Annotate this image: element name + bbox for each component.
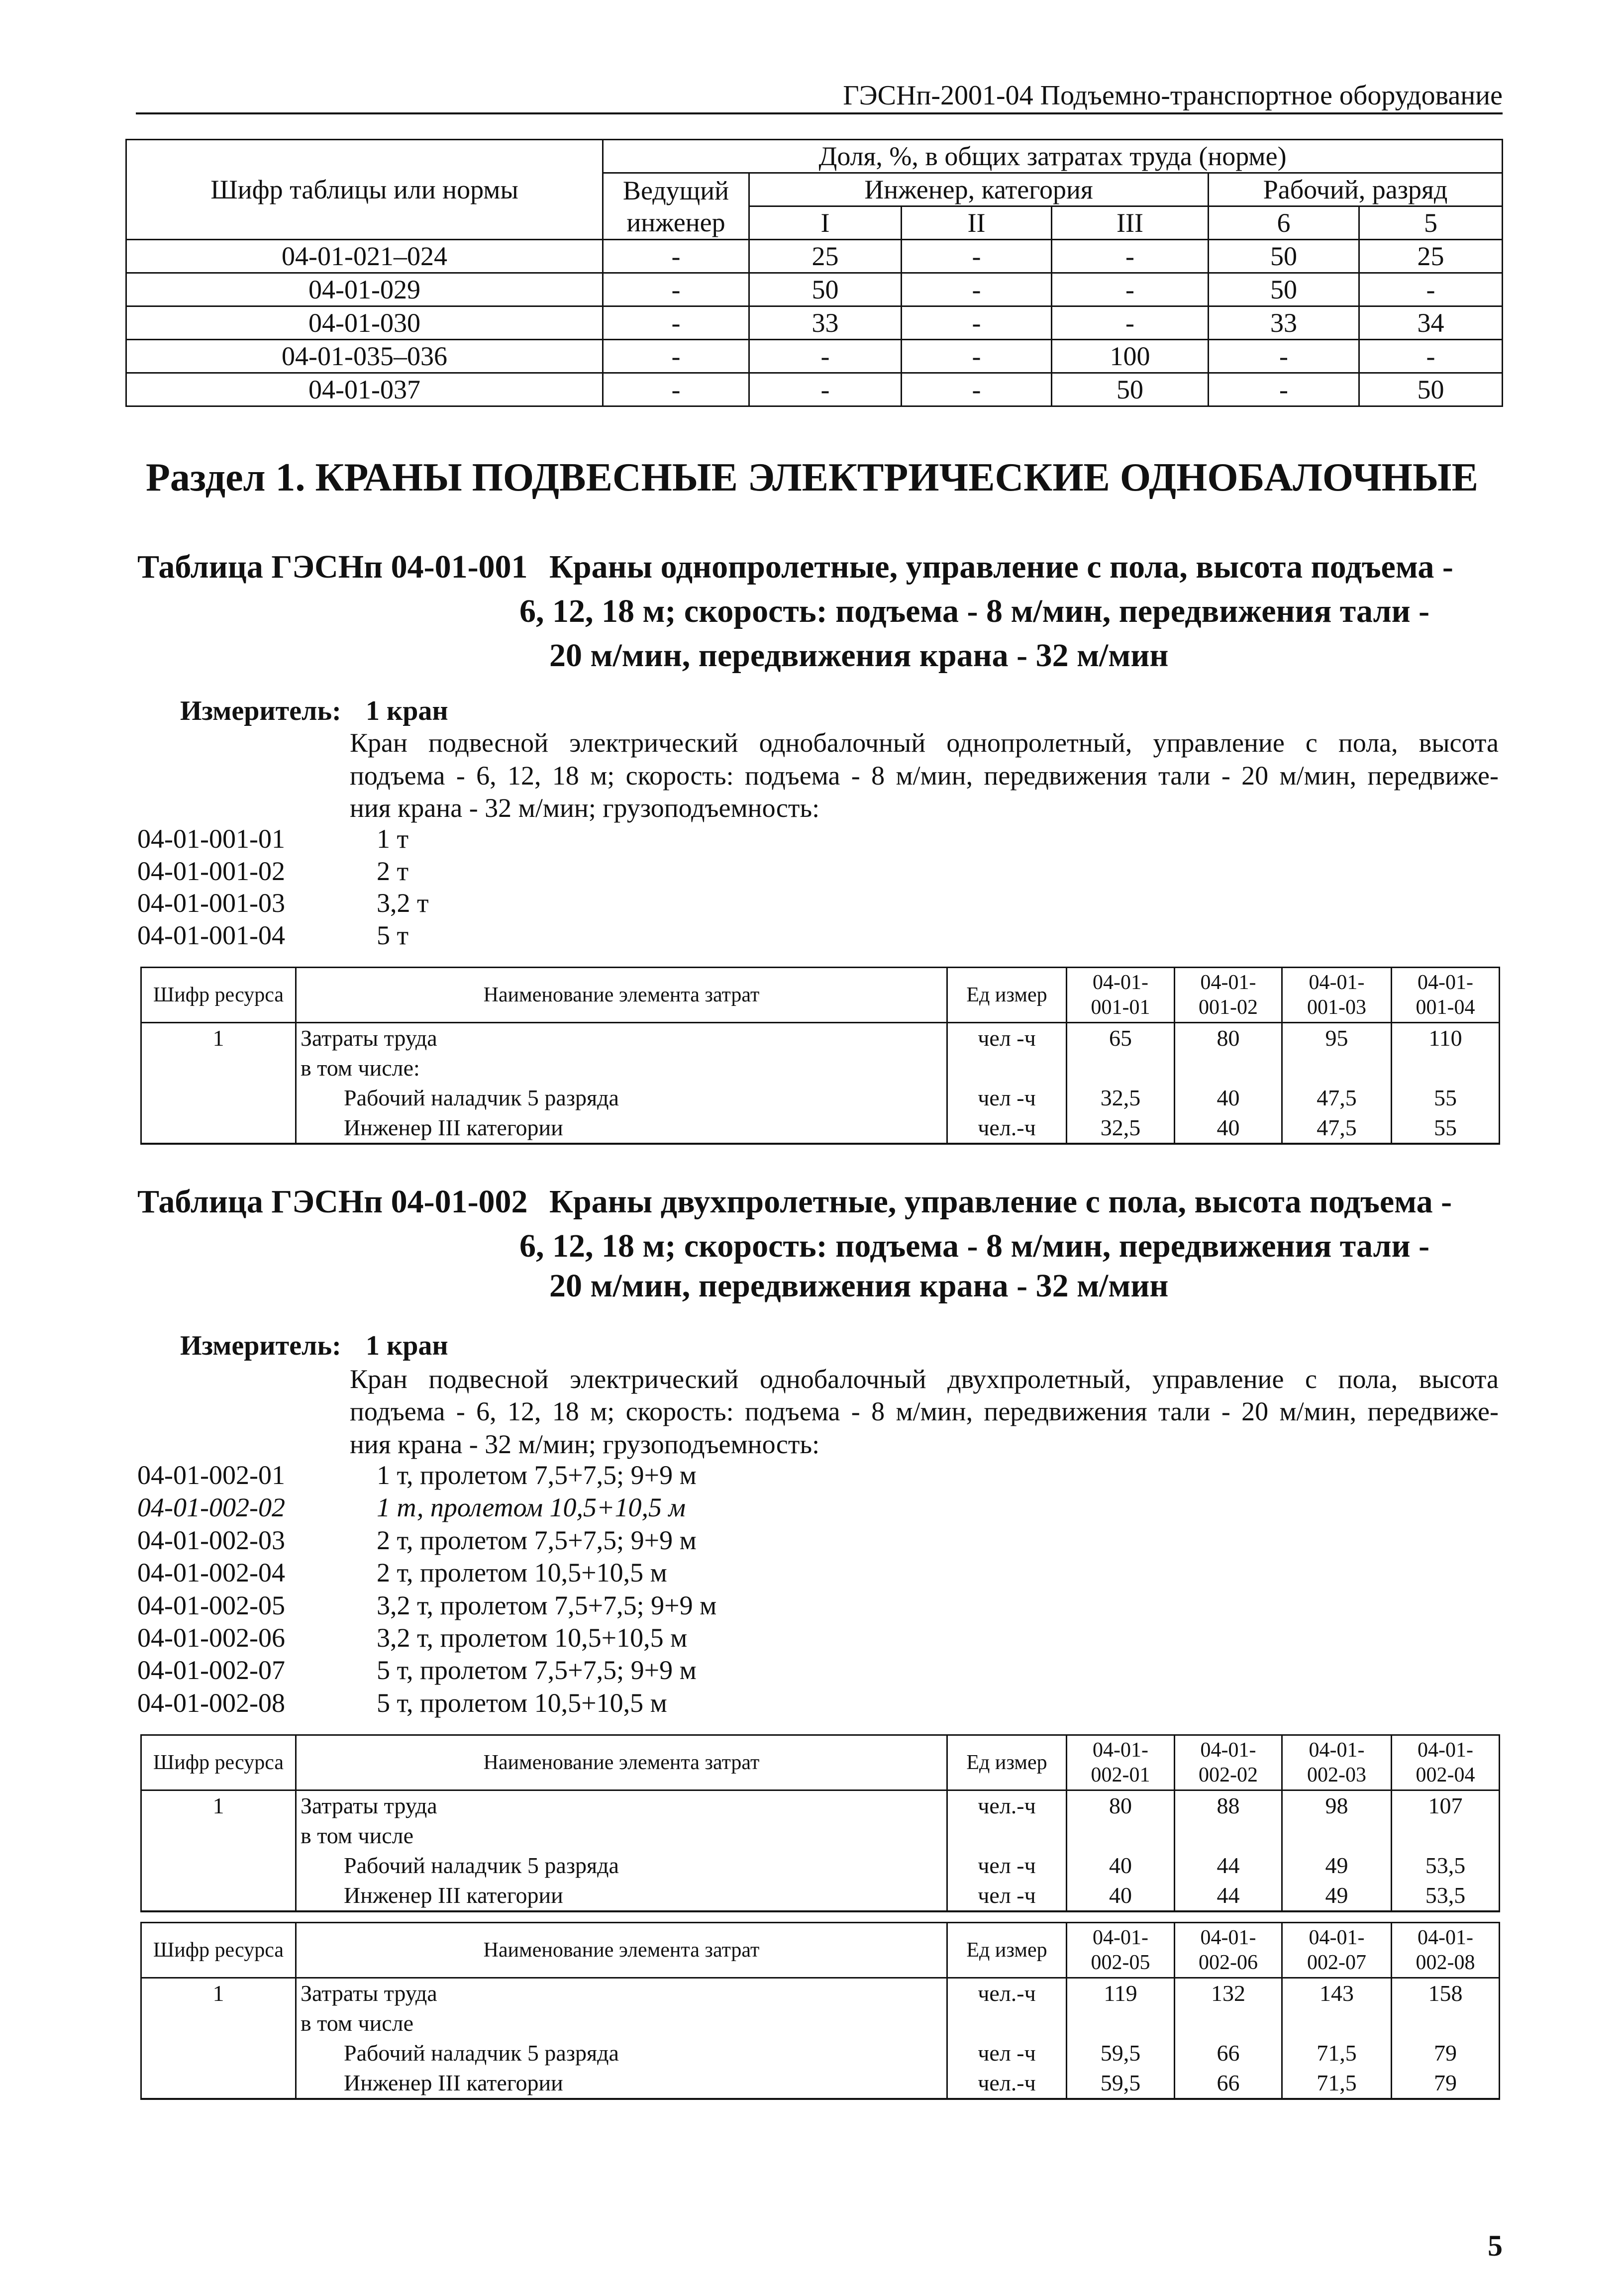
norm-header-line1: 04-01- xyxy=(1093,1739,1148,1762)
unit: чел.-ч xyxy=(947,1978,1067,2009)
share-value: 25 xyxy=(1359,240,1503,273)
norm-header-line1: 04-01- xyxy=(1418,971,1473,994)
share-value: 50 xyxy=(1052,373,1209,406)
resource-code: 1 xyxy=(141,1023,296,1054)
share-value: - xyxy=(902,273,1052,306)
norm-value: 71,5 xyxy=(1282,2068,1392,2099)
description-line: подъема - 6, 12, 18 м; скорость: подъема - 8 м/мин, передвижения тали - 20 м/мин, передвиже- xyxy=(350,1396,1499,1426)
norm-value: 158 xyxy=(1392,1978,1500,2009)
norm-column-header xyxy=(1175,1923,1282,1978)
norm-value: 143 xyxy=(1282,1978,1392,2009)
share-value: - xyxy=(603,306,749,340)
resource-code xyxy=(141,1881,296,1911)
resource-code-header: Шифр ресурса xyxy=(141,1923,296,1978)
item-code: 04-01-002-03 xyxy=(137,1525,285,1555)
table-row xyxy=(141,2038,1500,2068)
share-value: - xyxy=(1209,373,1359,406)
norm-header-line1: 04-01- xyxy=(1309,1739,1365,1762)
resource-code xyxy=(141,1113,296,1144)
norm-value: 88 xyxy=(1175,1790,1282,1821)
table-row xyxy=(141,2008,1500,2038)
item-code: 04-01-002-01 xyxy=(137,1460,285,1490)
item-code: 04-01-002-08 xyxy=(137,1687,285,1718)
resource-code xyxy=(141,2008,296,2038)
norm-value: 44 xyxy=(1175,1851,1282,1881)
share-value: - xyxy=(603,273,749,306)
norm-header-line2: 001-04 xyxy=(1416,996,1475,1019)
item-text: 5 т, пролетом 10,5+10,5 м xyxy=(377,1687,667,1718)
meter-label: Измеритель: xyxy=(180,1330,341,1361)
running-header: ГЭСНп-2001-04 Подъемно-транспортное оборудование xyxy=(843,80,1503,111)
table-row xyxy=(126,273,1503,306)
share-value: 100 xyxy=(1052,340,1209,373)
share-value: 50 xyxy=(1209,273,1359,306)
norm-value xyxy=(1067,2008,1175,2038)
resource-code xyxy=(141,1851,296,1881)
resource-code xyxy=(141,2068,296,2099)
norm-value xyxy=(1067,1053,1175,1083)
norm-header-line1: 04-01- xyxy=(1418,1926,1473,1949)
norm-column-header xyxy=(1392,1923,1500,1978)
cost-element-name: Рабочий наладчик 5 разряда xyxy=(296,2038,947,2068)
norm-value: 32,5 xyxy=(1067,1083,1175,1113)
resource-code xyxy=(141,2038,296,2068)
share-value: - xyxy=(749,340,902,373)
norm-header-line2: 001-02 xyxy=(1199,996,1258,1019)
table-label: Таблица ГЭСНп 04-01-002 xyxy=(137,1184,528,1220)
unit-header: Ед измер xyxy=(947,968,1067,1023)
table-row xyxy=(141,1978,1500,2009)
resource-code xyxy=(141,1053,296,1083)
resource-code-header: Шифр ресурса xyxy=(141,968,296,1023)
norm-code: 04-01-035–036 xyxy=(126,340,603,373)
resource-code-header: Шифр ресурса xyxy=(141,1735,296,1790)
table-title-line: 20 м/мин, передвижения крана - 32 м/мин xyxy=(549,637,1169,674)
sub-header: 5 xyxy=(1359,206,1503,240)
share-value: - xyxy=(1052,306,1209,340)
item-text: 3,2 т xyxy=(377,888,429,918)
cost-element-header: Наименование элемента затрат xyxy=(296,1735,947,1790)
table-title-line: Краны двухпролетные, управление с пола, высота подъема - xyxy=(549,1184,1452,1220)
worker-group-header: Рабочий, разряд xyxy=(1209,173,1503,206)
share-value: - xyxy=(902,340,1052,373)
sub-header: 6 xyxy=(1209,206,1359,240)
share-value: - xyxy=(749,373,902,406)
cost-element-name: в том числе xyxy=(296,1821,947,1851)
lead-engineer-line1: Ведущий xyxy=(622,175,729,205)
unit xyxy=(947,2008,1067,2038)
item-code: 04-01-001-03 xyxy=(137,888,285,918)
norm-value: 98 xyxy=(1282,1790,1392,1821)
norm-header-line2: 002-02 xyxy=(1199,1764,1258,1786)
resource-cost-table xyxy=(140,967,1500,1145)
engineer-group-header: Инженер, категория xyxy=(749,173,1209,206)
table-label: Таблица ГЭСНп 04-01-001 xyxy=(137,549,528,585)
norm-value: 40 xyxy=(1175,1083,1282,1113)
norm-header-line2: 002-08 xyxy=(1416,1951,1475,1974)
unit: чел -ч xyxy=(947,1083,1067,1113)
share-value: - xyxy=(1359,273,1503,306)
item-text: 5 т, пролетом 7,5+7,5; 9+9 м xyxy=(377,1655,697,1685)
cost-element-header: Наименование элемента затрат xyxy=(296,968,947,1023)
table-title-line: 6, 12, 18 м; скорость: подъема - 8 м/мин, передвижения тали - xyxy=(519,1228,1430,1264)
norm-header-line2: 002-07 xyxy=(1307,1951,1366,1974)
norm-value: 119 xyxy=(1067,1978,1175,2009)
norm-value: 79 xyxy=(1392,2038,1500,2068)
norm-value: 79 xyxy=(1392,2068,1500,2099)
norm-header-line1: 04-01- xyxy=(1418,1739,1473,1762)
norm-value: 47,5 xyxy=(1282,1083,1392,1113)
cost-element-name: в том числе xyxy=(296,2008,947,2038)
table-row xyxy=(126,240,1503,273)
resource-code: 1 xyxy=(141,1978,296,2009)
share-value: 50 xyxy=(1209,240,1359,273)
norm-value xyxy=(1175,2008,1282,2038)
item-text: 2 т xyxy=(377,856,409,886)
item-text: 1 т, пролетом 10,5+10,5 м xyxy=(377,1492,686,1523)
norm-code: 04-01-037 xyxy=(126,373,603,406)
unit: чел.-ч xyxy=(947,1790,1067,1821)
norm-value: 40 xyxy=(1067,1851,1175,1881)
norm-value: 65 xyxy=(1067,1023,1175,1054)
item-code: 04-01-001-01 xyxy=(137,824,285,854)
norm-value: 132 xyxy=(1175,1978,1282,2009)
norm-header-line2: 002-01 xyxy=(1091,1764,1150,1786)
item-text: 3,2 т, пролетом 7,5+7,5; 9+9 м xyxy=(377,1590,717,1620)
sub-header: II xyxy=(902,206,1052,240)
unit: чел -ч xyxy=(947,1881,1067,1911)
norm-column-header xyxy=(1282,968,1392,1023)
description-line: Кран подвесной электрический однобалочный двухпролетный, управление с пола, высота xyxy=(350,1364,1499,1394)
cost-element-name: в том числе: xyxy=(296,1053,947,1083)
share-value: - xyxy=(1209,340,1359,373)
cost-element-name: Рабочий наладчик 5 разряда xyxy=(296,1851,947,1881)
meter-value: 1 кран xyxy=(366,695,448,726)
norm-header-line1: 04-01- xyxy=(1093,1926,1148,1949)
share-value: - xyxy=(603,240,749,273)
unit: чел -ч xyxy=(947,1851,1067,1881)
norm-value: 59,5 xyxy=(1067,2068,1175,2099)
norm-value: 49 xyxy=(1282,1851,1392,1881)
norm-header-line1: 04-01- xyxy=(1200,1739,1256,1762)
norm-value: 40 xyxy=(1175,1113,1282,1144)
description-line: Кран подвесной электрический однобалочный однопролетный, управление с пола, высота xyxy=(350,728,1499,758)
share-value: - xyxy=(603,340,749,373)
norm-value xyxy=(1175,1053,1282,1083)
norm-column-header xyxy=(1175,1735,1282,1790)
norm-column-header xyxy=(1175,968,1282,1023)
norm-header-line2: 001-03 xyxy=(1307,996,1366,1019)
share-value: 25 xyxy=(749,240,902,273)
table-row xyxy=(126,373,1503,406)
norm-header-line1: 04-01- xyxy=(1200,971,1256,994)
table-row xyxy=(141,1821,1500,1851)
item-code: 04-01-002-04 xyxy=(137,1558,285,1588)
table-row xyxy=(141,1113,1500,1144)
header-row xyxy=(141,968,1500,1023)
norm-header-line2: 002-03 xyxy=(1307,1764,1366,1786)
norm-code: 04-01-029 xyxy=(126,273,603,306)
norm-column-header xyxy=(1392,968,1500,1023)
norm-value: 55 xyxy=(1392,1083,1500,1113)
unit-header: Ед измер xyxy=(947,1735,1067,1790)
norm-value xyxy=(1282,1821,1392,1851)
norm-column-header xyxy=(1282,1735,1392,1790)
norm-code: 04-01-030 xyxy=(126,306,603,340)
share-value: - xyxy=(1052,273,1209,306)
sub-header: I xyxy=(749,206,902,240)
share-value: - xyxy=(1052,240,1209,273)
norm-column-header xyxy=(1067,968,1175,1023)
table-title-line: 6, 12, 18 м; скорость: подъема - 8 м/мин, передвижения тали - xyxy=(519,593,1430,629)
table-row xyxy=(126,306,1503,340)
table-title-line: 20 м/мин, передвижения крана - 32 м/мин xyxy=(549,1268,1169,1304)
norm-value: 80 xyxy=(1067,1790,1175,1821)
cost-element-name: Затраты труда xyxy=(296,1978,947,2009)
norm-header-line2: 001-01 xyxy=(1091,996,1150,1019)
unit xyxy=(947,1053,1067,1083)
norm-value: 59,5 xyxy=(1067,2038,1175,2068)
norm-column-header xyxy=(1067,1735,1175,1790)
norm-value: 47,5 xyxy=(1282,1113,1392,1144)
item-code: 04-01-002-05 xyxy=(137,1590,285,1620)
norm-value: 53,5 xyxy=(1392,1881,1500,1911)
norm-header-line2: 002-04 xyxy=(1416,1764,1475,1786)
norm-value: 80 xyxy=(1175,1023,1282,1054)
norm-value: 66 xyxy=(1175,2038,1282,2068)
norm-value: 71,5 xyxy=(1282,2038,1392,2068)
header-row xyxy=(141,1923,1500,1978)
section-title: Раздел 1. КРАНЫ ПОДВЕСНЫЕ ЭЛЕКТРИЧЕСКИЕ ОДНОБАЛОЧНЫЕ xyxy=(146,456,1478,499)
cost-element-name: Затраты труда xyxy=(296,1023,947,1054)
norm-value xyxy=(1392,2008,1500,2038)
norm-value xyxy=(1392,1821,1500,1851)
norm-header-line2: 002-06 xyxy=(1199,1951,1258,1974)
unit: чел -ч xyxy=(947,2038,1067,2068)
description-line: ния крана - 32 м/мин; грузоподъемность: xyxy=(350,793,820,823)
norm-value: 110 xyxy=(1392,1023,1500,1054)
cost-element-name: Затраты труда xyxy=(296,1790,947,1821)
unit-header: Ед измер xyxy=(947,1923,1067,1978)
share-value: 50 xyxy=(749,273,902,306)
cost-element-name: Инженер III категории xyxy=(296,2068,947,2099)
table-row xyxy=(141,1053,1500,1083)
page-number: 5 xyxy=(1488,2229,1503,2262)
item-text: 1 т xyxy=(377,824,409,854)
norm-header-line1: 04-01- xyxy=(1309,1926,1365,1949)
sub-header: III xyxy=(1052,206,1209,240)
unit: чел -ч xyxy=(947,1023,1067,1054)
item-text: 1 т, пролетом 7,5+7,5; 9+9 м xyxy=(377,1460,697,1490)
norm-value xyxy=(1392,1053,1500,1083)
share-value: - xyxy=(603,373,749,406)
norm-value: 32,5 xyxy=(1067,1113,1175,1144)
code-header: Шифр таблицы или нормы xyxy=(126,140,603,240)
description-line: ния крана - 32 м/мин; грузоподъемность: xyxy=(350,1429,820,1459)
norm-header-line1: 04-01- xyxy=(1309,971,1365,994)
table-row xyxy=(141,2068,1500,2099)
table-row xyxy=(141,1881,1500,1911)
share-value: - xyxy=(1359,340,1503,373)
norm-code: 04-01-021–024 xyxy=(126,240,603,273)
table-row xyxy=(141,1023,1500,1054)
share-value: - xyxy=(902,306,1052,340)
header-row xyxy=(141,1735,1500,1790)
resource-code xyxy=(141,1083,296,1113)
table-title-line: Краны однопролетные, управление с пола, высота подъема - xyxy=(549,549,1453,585)
meter-value: 1 кран xyxy=(366,1330,448,1361)
norm-column-header xyxy=(1392,1735,1500,1790)
item-code: 04-01-002-02 xyxy=(137,1492,285,1523)
unit: чел.-ч xyxy=(947,1113,1067,1144)
norm-value: 95 xyxy=(1282,1023,1392,1054)
norm-value xyxy=(1282,1053,1392,1083)
item-code: 04-01-002-07 xyxy=(137,1655,285,1685)
lead-engineer-line2: инженер xyxy=(626,207,725,237)
norm-column-header xyxy=(1067,1923,1175,1978)
norm-value: 53,5 xyxy=(1392,1851,1500,1881)
table-row xyxy=(141,1851,1500,1881)
norm-value xyxy=(1175,1821,1282,1851)
item-code: 04-01-001-02 xyxy=(137,856,285,886)
share-value: - xyxy=(902,240,1052,273)
share-value: 33 xyxy=(749,306,902,340)
cost-element-header: Наименование элемента затрат xyxy=(296,1923,947,1978)
table-row xyxy=(141,1083,1500,1113)
norm-value xyxy=(1067,1821,1175,1851)
header-rule xyxy=(136,112,1503,114)
labor-share-table xyxy=(125,139,1503,407)
share-value: 50 xyxy=(1359,373,1503,406)
resource-cost-table xyxy=(140,1734,1500,1912)
table-row xyxy=(141,1790,1500,1821)
norm-header-line2: 002-05 xyxy=(1091,1951,1150,1974)
norm-column-header xyxy=(1282,1923,1392,1978)
item-text: 5 т xyxy=(377,920,409,950)
description-line: подъема - 6, 12, 18 м; скорость: подъема - 8 м/мин, передвижения тали - 20 м/мин, передвиже- xyxy=(350,761,1499,791)
share-value: - xyxy=(902,373,1052,406)
item-code: 04-01-001-04 xyxy=(137,920,285,950)
share-value: 34 xyxy=(1359,306,1503,340)
unit xyxy=(947,1821,1067,1851)
norm-value: 107 xyxy=(1392,1790,1500,1821)
share-value: 33 xyxy=(1209,306,1359,340)
item-code: 04-01-002-06 xyxy=(137,1623,285,1653)
norm-value: 44 xyxy=(1175,1881,1282,1911)
share-group-header: Доля, %, в общих затратах труда (норме) xyxy=(603,140,1503,173)
resource-code xyxy=(141,1821,296,1851)
norm-header-line1: 04-01- xyxy=(1093,971,1148,994)
lead-engineer-header xyxy=(603,173,749,240)
norm-header-line1: 04-01- xyxy=(1200,1926,1256,1949)
cost-element-name: Инженер III категории xyxy=(296,1881,947,1911)
item-text: 2 т, пролетом 7,5+7,5; 9+9 м xyxy=(377,1525,697,1555)
norm-value xyxy=(1282,2008,1392,2038)
table-row xyxy=(126,340,1503,373)
resource-cost-table xyxy=(140,1922,1500,2100)
norm-value: 49 xyxy=(1282,1881,1392,1911)
norm-value: 66 xyxy=(1175,2068,1282,2099)
cost-element-name: Рабочий наладчик 5 разряда xyxy=(296,1083,947,1113)
unit: чел.-ч xyxy=(947,2068,1067,2099)
item-text: 2 т, пролетом 10,5+10,5 м xyxy=(377,1558,667,1588)
meter-label: Измеритель: xyxy=(180,695,341,726)
norm-value: 55 xyxy=(1392,1113,1500,1144)
norm-value: 40 xyxy=(1067,1881,1175,1911)
resource-code: 1 xyxy=(141,1790,296,1821)
cost-element-name: Инженер III категории xyxy=(296,1113,947,1144)
item-text: 3,2 т, пролетом 10,5+10,5 м xyxy=(377,1623,688,1653)
